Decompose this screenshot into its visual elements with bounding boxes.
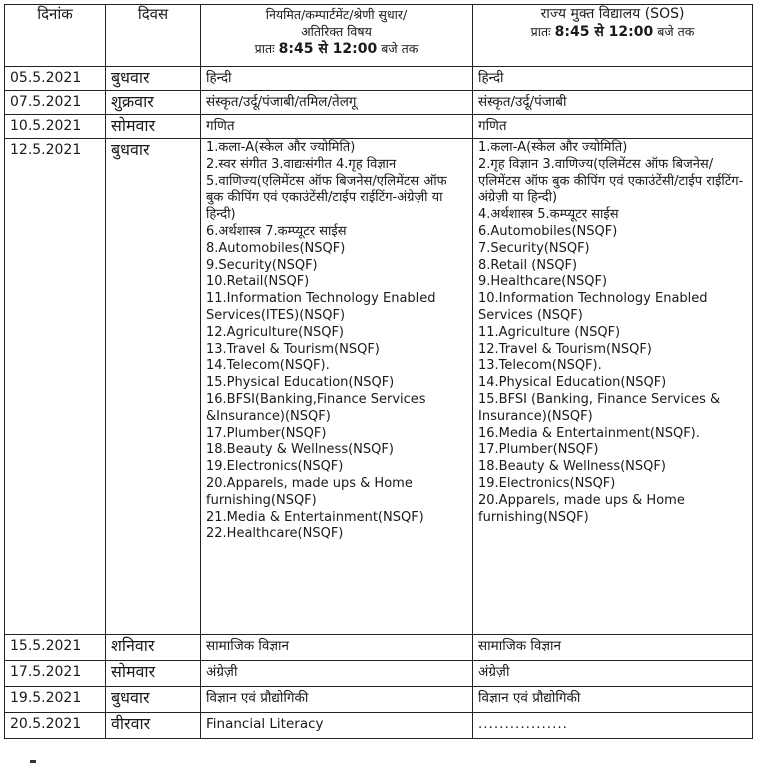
- table-row: [5, 661, 753, 687]
- scan-mark: [30, 760, 36, 763]
- table-row: [5, 91, 753, 115]
- table-row: [5, 67, 753, 91]
- row-date: 20.5.2021: [5, 713, 106, 739]
- row-day: बुधवार: [106, 139, 201, 635]
- row-date: 17.5.2021: [5, 661, 106, 687]
- header-day: दिवस: [106, 5, 201, 67]
- table-row: [5, 635, 753, 661]
- subject-list-item: 8.Automobiles(NSQF): [206, 240, 346, 256]
- header-date: दिनांक: [5, 5, 106, 67]
- subject-list-item: 18.Beauty & Wellness(NSQF): [206, 442, 394, 458]
- row-date: 07.5.2021: [5, 91, 106, 115]
- subject-list-item: 19.Electronics(NSQF): [478, 475, 616, 491]
- subject-list-item: 1.कला-A(स्केल और ज्योमिति): [206, 140, 356, 155]
- subject-list-item: 2.स्वर संगीत 3.वाद्यःसंगीत 4.गृह विज्ञान 5.वाणिज्य(एलिमेंटस ऑफ बिजनेस/एलिमेंटस ऑफ बुक कीपिंग एवं एकाउंटेंसी/टाईप राईटिंग-अंग्रेज़ी या हिन्दी): [206, 156, 447, 223]
- regular-time-suffix: बजे तक: [381, 41, 419, 56]
- row-regular-subject: अंग्रेज़ी: [201, 661, 473, 687]
- subject-list-item: 10.Retail(NSQF): [206, 274, 310, 290]
- subject-list-item: 16.BFSI(Banking,Finance Services &Insurance)(NSQF): [206, 391, 426, 424]
- row-sos-subject: विज्ञान एवं प्रौद्योगिकी: [473, 687, 753, 713]
- subject-list-item: 8.Retail (NSQF): [478, 257, 578, 273]
- subject-list-item: 20.Apparels, made ups & Home furnishing(NSQF): [206, 475, 413, 508]
- row-date: 05.5.2021: [5, 67, 106, 91]
- row-date: 12.5.2021: [5, 139, 106, 635]
- header-regular-line2: अतिरिक्त विषय: [301, 24, 372, 39]
- header-sos-time: [478, 23, 747, 41]
- subject-list-item: 4.अर्थशास्त्र 5.कम्प्यूटर साईस: [478, 207, 619, 223]
- subject-list-item: 6.अर्थशास्त्र 7.कम्प्यूटर साईस: [206, 223, 347, 239]
- exam-schedule-table: [4, 4, 753, 739]
- row-sos-subject: .................: [473, 713, 753, 739]
- regular-time: 8:45 से 12:00: [278, 41, 378, 57]
- row-sos-subject: सामाजिक विज्ञान: [473, 635, 753, 661]
- subject-list-item: 1.कला-A(स्केल और ज्योमिति): [478, 140, 628, 155]
- row-date: 15.5.2021: [5, 635, 106, 661]
- subject-list-item: 7.Security(NSQF): [478, 240, 590, 256]
- header-regular-line1: नियमित/कम्पार्टमेंट/श्रेणी सुधार/: [265, 7, 408, 22]
- subject-list-item: 13.Telecom(NSQF).: [478, 358, 602, 374]
- row-sos-subject: गणित: [473, 115, 753, 139]
- header-row: [5, 5, 753, 67]
- row-regular-subject: विज्ञान एवं प्रौद्योगिकी: [201, 687, 473, 713]
- header-regular: [201, 5, 473, 67]
- sos-time: 8:45 से 12:00: [554, 24, 654, 40]
- row-regular-subject: गणित: [201, 115, 473, 139]
- row-regular-subject: Financial Literacy: [201, 713, 473, 739]
- row-day: वीरवार: [106, 713, 201, 739]
- subject-list-item: 14.Physical Education(NSQF): [478, 375, 667, 391]
- subject-list-item: 18.Beauty & Wellness(NSQF): [478, 459, 666, 475]
- row-regular-subject: संस्कृत/उर्दू/पंजाबी/तमिल/तेलगू: [201, 91, 473, 115]
- row-day: बुधवार: [106, 687, 201, 713]
- subject-list-item: 10.Information Technology Enabled Services (NSQF): [478, 291, 708, 323]
- subject-list-item: 17.Plumber(NSQF): [206, 425, 327, 441]
- row-regular-subject: हिन्दी: [201, 67, 473, 91]
- row-day: शनिवार: [106, 635, 201, 661]
- row-date: 19.5.2021: [5, 687, 106, 713]
- subject-list-item: 13.Travel & Tourism(NSQF): [206, 341, 380, 357]
- subject-list-item: 2.गृह विज्ञान 3.वाणिज्य(एलिमेंटस ऑफ बिजनेस/एलिमेंटस ऑफ बुक कीपिंग एवं एकाउंटेंसी/टाईप राईटिंग-अंग्रेज़ी या हिन्दी): [478, 156, 744, 206]
- subject-list-item: 6.Automobiles(NSQF): [478, 223, 618, 239]
- row-regular-subject-list: [201, 139, 473, 635]
- subject-list-item: 22.Healthcare(NSQF): [206, 526, 344, 542]
- header-sos: [473, 5, 753, 67]
- subject-list-item: 16.Media & Entertainment(NSQF).: [478, 425, 700, 441]
- sos-subject-list: [478, 140, 747, 526]
- subject-list-item: 12.Agriculture(NSQF): [206, 324, 344, 340]
- subject-list-item: 11.Information Technology Enabled Services(ITES)(NSQF): [206, 291, 436, 323]
- subject-list-item: 14.Telecom(NSQF).: [206, 358, 330, 374]
- row-date: 10.5.2021: [5, 115, 106, 139]
- table-row: [5, 115, 753, 139]
- row-sos-subject: हिन्दी: [473, 67, 753, 91]
- header-sos-line1: राज्य मुक्त विद्यालय (SOS): [540, 6, 685, 22]
- row-day: शुक्रवार: [106, 91, 201, 115]
- row-day: सोमवार: [106, 115, 201, 139]
- subject-list-item: 9.Healthcare(NSQF): [478, 274, 608, 290]
- row-sos-subject: अंग्रेज़ी: [473, 661, 753, 687]
- row-sos-subject-list: [473, 139, 753, 635]
- row-sos-subject: संस्कृत/उर्दू/पंजाबी: [473, 91, 753, 115]
- subject-list-item: 15.BFSI (Banking, Finance Services & Insurance)(NSQF): [478, 391, 721, 424]
- table-row: [5, 687, 753, 713]
- subject-list-item: 19.Electronics(NSQF): [206, 459, 344, 475]
- row-regular-subject: सामाजिक विज्ञान: [201, 635, 473, 661]
- row-day: बुधवार: [106, 67, 201, 91]
- regular-time-prefix: प्रातः: [254, 41, 275, 56]
- subject-list-item: 12.Travel & Tourism(NSQF): [478, 341, 652, 357]
- sos-time-suffix: बजे तक: [657, 24, 695, 39]
- table-row: [5, 713, 753, 739]
- subject-list-item: 20.Apparels, made ups & Home furnishing(NSQF): [478, 492, 685, 525]
- sos-time-prefix: प्रातः: [530, 24, 551, 39]
- table-row-vocational: [5, 139, 753, 635]
- header-regular-time: [206, 40, 467, 58]
- subject-list-item: 11.Agriculture (NSQF): [478, 324, 621, 340]
- subject-list-item: 9.Security(NSQF): [206, 257, 318, 273]
- subject-list-item: 15.Physical Education(NSQF): [206, 375, 395, 391]
- row-day: सोमवार: [106, 661, 201, 687]
- regular-subject-list: [206, 140, 467, 543]
- subject-list-item: 21.Media & Entertainment(NSQF): [206, 509, 424, 525]
- subject-list-item: 17.Plumber(NSQF): [478, 442, 599, 458]
